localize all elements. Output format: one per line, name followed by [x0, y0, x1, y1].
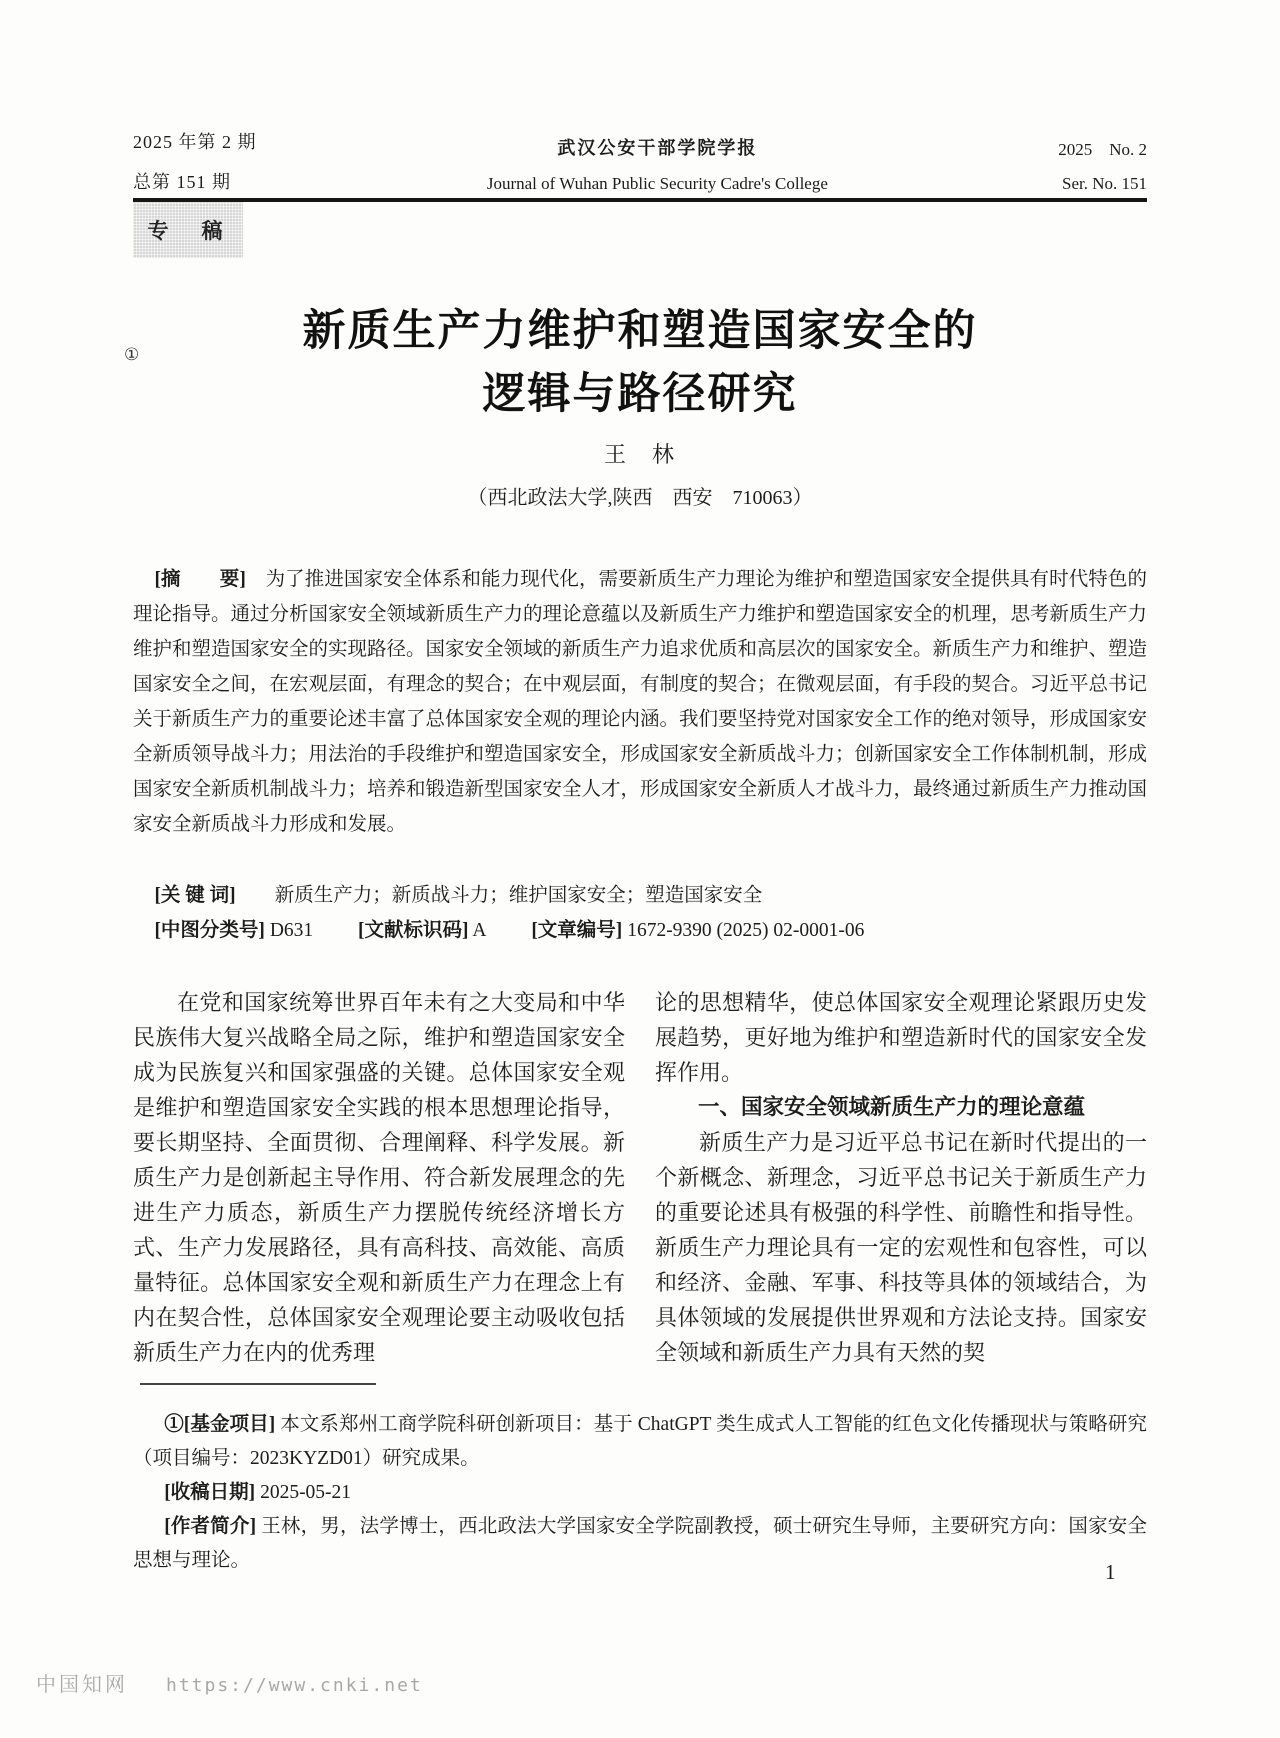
header-issue-en-block — [1058, 135, 1147, 194]
keywords-line — [133, 878, 1147, 913]
serial-en: Ser. No. 151 — [1062, 174, 1147, 193]
received-value: 2025-05-21 — [260, 1482, 352, 1503]
page-header — [133, 128, 1147, 194]
keywords-label: [关 键 词] — [154, 885, 236, 906]
bio-text: 王林，男，法学博士，西北政法大学国家安全学院副教授，硕士研究生导师，主要研究方向：国家安全思想与理论。 — [133, 1516, 1147, 1571]
abstract-label: [摘 要] — [154, 569, 246, 590]
footnotes-block — [133, 1408, 1147, 1578]
issue-cn: 2025 年第 2 期 — [133, 132, 257, 152]
footnote-bio — [133, 1510, 1147, 1578]
header-issue-block — [133, 128, 257, 194]
body-paragraph-1-continued: 论的思想精华，使总体国家安全观理论紧跟历史发展趋势，更好地为维护和塑造新时代的国家安全发挥作用。 — [655, 990, 1147, 1085]
clc-group — [154, 920, 313, 941]
abstract-paragraph — [133, 562, 1147, 842]
received-label: [收稿日期] — [164, 1482, 256, 1503]
clc-value: D631 — [269, 920, 314, 941]
section-heading-1: 一、国家安全领域新质生产力的理论意蕴 — [698, 1095, 1086, 1119]
keywords-text: 新质生产力；新质战斗力；维护国家安全；塑造国家安全 — [274, 885, 763, 906]
author-name: 王 林 — [603, 442, 676, 467]
footnote-rule — [140, 1383, 376, 1385]
footnote-received — [133, 1476, 1147, 1510]
header-journal-title-block — [487, 134, 828, 194]
cnki-watermark-cn: 中国知网 — [36, 1674, 128, 1696]
footnote-fund — [133, 1408, 1147, 1476]
abstract-text: 为了推进国家安全体系和能力现代化，需要新质生产力理论为维护和塑造国家安全提供具有时代特色的理论指导。通过分析国家安全领域新质生产力的理论意蕴以及新质生产力维护和塑造国家安全的机理，思考新质生产力维护和塑造国家安全的实现路径。国家安全领域的新质生产力追求优质和高层次的国家安全。新质生产力和维护、塑造国家安全之间，在宏观层面，有理念的契合；在中观层面，有制度的契合；在微观层面，有手段的契合。习近平总书记关于新质生产力的重要论述丰富了总体国家安全观的理论内涵。我们要坚持党对国家安全工作的绝对领导，形成国家安全新质领导战斗力；用法治的手段维护和塑造国家安全，形成国家安全新质战斗力；创新国家安全工作体制机制，形成国家安全新质机制战斗力；培养和锻造新型国家安全人才，形成国家安全新质人才战斗力，最终通过新质生产力推动国家安全新质战斗力形成和发展。 — [133, 569, 1148, 835]
article-title — [140, 300, 1140, 426]
article-title-line2: 逻辑与路径研究 — [482, 371, 798, 418]
section-label: 专 稿 — [147, 219, 229, 243]
fund-text: 本文系郑州工商学院科研创新项目：基于 ChatGPT 类生成式人工智能的红色文化传播现状与策略研究（项目编号：2023KYZD01）研究成果。 — [133, 1414, 1147, 1469]
body-column-right — [655, 985, 1147, 1370]
issue-en: 2025 No. 2 — [1058, 140, 1147, 159]
clc-label: [中图分类号] — [154, 920, 265, 941]
journal-title-en: Journal of Wuhan Public Security Cadre's College — [486, 174, 828, 193]
body-paragraph-1: 在党和国家统筹世界百年未有之大变局和中华民族伟大复兴战略全局之际，维护和塑造国家安全成为民族复兴和国家强盛的关键。总体国家安全观是维护和塑造国家安全实践的根本思想理论指导，要长期坚持、全面贯彻、合理阐释、科学发展。新质生产力是创新起主导作用、符合新发展理念的先进生产力质态，新质生产力摆脱传统经济增长方式、生产力发展路径，具有高科技、高效能、高质量特征。总体国家安全观和新质生产力在理念上有内在契合性，总体国家安全观理论要主动吸收包括新质生产力在内的优秀理 — [133, 990, 625, 1365]
doc-code-label: [文献标识码] — [358, 920, 469, 941]
classification-line — [133, 913, 1147, 948]
cnki-watermark-url: https://www.cnki.net — [166, 1675, 423, 1696]
article-id-label: [文章编号] — [531, 920, 623, 941]
doc-code-value: A — [472, 920, 487, 941]
body-paragraph-2: 新质生产力是习近平总书记在新时代提出的一个新概念、新理念，习近平总书记关于新质生产力的重要论述具有极强的科学性、前瞻性和指导性。新质生产力理论具有一定的宏观性和包容性，可以和经济、金融、军事、科技等具体的领域结合，为具体领域的发展提供世界观和方法论支持。国家安全领域和新质生产力具有天然的契 — [655, 1130, 1147, 1365]
body-column-left — [133, 985, 625, 1370]
journal-title-cn: 武汉公安干部学院学报 — [557, 138, 758, 158]
doc-code-group — [358, 920, 486, 941]
page-number: 1 — [1105, 1560, 1116, 1584]
fund-label: ①[基金项目] — [164, 1414, 276, 1435]
cnki-watermark — [36, 1668, 423, 1697]
article-id-group — [531, 920, 864, 941]
serial-cn: 总第 151 期 — [133, 172, 231, 192]
header-rule — [133, 198, 1147, 202]
title-footnote-marker: ① — [124, 345, 140, 364]
abstract-block — [133, 562, 1147, 842]
article-title-line1: 新质生产力维护和塑造国家安全的 — [302, 308, 978, 355]
bio-label: [作者简介] — [164, 1516, 257, 1537]
article-id-value: 1672-9390 (2025) 02-0001-06 — [627, 920, 865, 941]
section-label-box — [133, 202, 243, 258]
author-affiliation: （西北政法大学,陕西 西安 710063） — [467, 487, 813, 509]
